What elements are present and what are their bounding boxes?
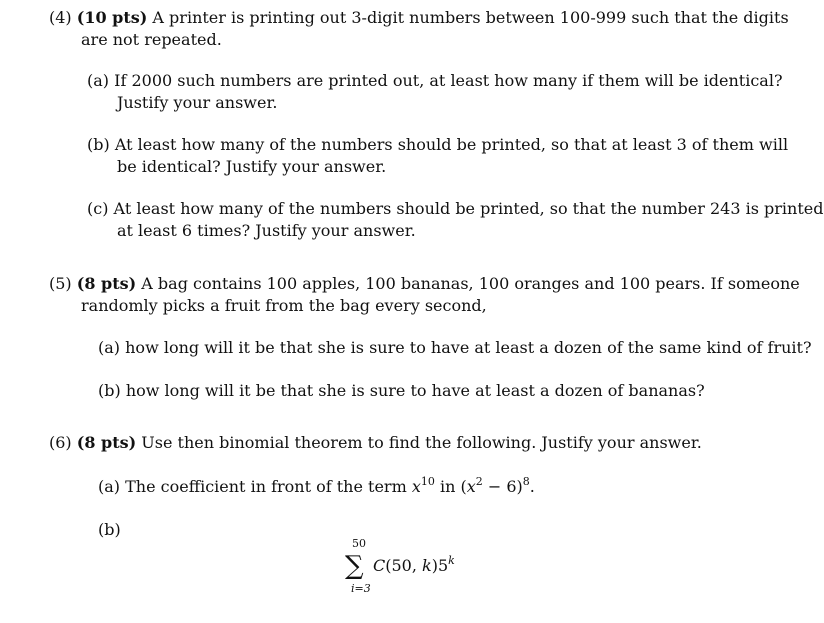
sum-expr-k: k <box>422 556 432 575</box>
sum-expr-args: (50, <box>385 556 423 575</box>
sum-upper-limit: 50 <box>352 537 366 550</box>
q5-text-1: A bag contains 100 apples, 100 bananas, 100 oranges and 100 pears. If someone <box>136 274 800 293</box>
q5b-line <box>98 381 705 401</box>
q6-points: (8 pts) <box>76 433 137 452</box>
q4b-text-1: At least how many of the numbers should be printed, so that at least 3 of them will <box>114 135 789 154</box>
q4c-line-1 <box>87 199 823 219</box>
q6a-text-mid: in ( <box>434 477 467 496</box>
q4-text-1: A printer is printing out 3-digit numbers between 100-999 such that the digits <box>147 8 789 27</box>
q6a-exp-2: 2 <box>475 475 483 488</box>
q4c-text-1: At least how many of the numbers should be printed, so that the number 243 is printed <box>113 199 824 218</box>
q6-number: (6) <box>49 433 72 452</box>
q6a-text-post: − 6) <box>482 477 523 496</box>
q6a-text-pre: The coefficient in front of the term <box>125 477 412 496</box>
q5-number: (5) <box>49 274 72 293</box>
q4a-line-2: Justify your answer. <box>117 93 278 112</box>
q4c-line-2: at least 6 times? Justify your answer. <box>117 221 416 240</box>
q6-line-1 <box>49 433 702 453</box>
q5a-line <box>98 338 812 358</box>
q5b-text: how long will it be that she is sure to have at least a dozen of bananas? <box>125 381 705 400</box>
q6a-var-x: x <box>411 477 421 496</box>
q4b-line-2: be identical? Justify your answer. <box>117 157 387 176</box>
q5-points: (8 pts) <box>76 274 137 293</box>
q5-line-1 <box>49 274 800 294</box>
q4-points: (10 pts) <box>76 8 148 27</box>
sigma-symbol: ∑ <box>345 551 364 581</box>
q6a-line <box>98 477 535 497</box>
q4a-line-1 <box>87 71 783 91</box>
q4b-label: (b) <box>87 135 110 154</box>
q6a-end: . <box>529 477 535 496</box>
sum-lower-limit: i=3 <box>351 582 371 595</box>
q6-text-1: Use then binomial theorem to find the following. Justify your answer. <box>136 433 702 452</box>
q4b-line-1 <box>87 135 788 155</box>
q4-line-1 <box>49 8 789 28</box>
q5-line-2: randomly picks a fruit from the bag every second, <box>81 296 487 315</box>
sum-expression <box>373 556 455 576</box>
q6a-exp-8: 8 <box>522 475 530 488</box>
q5a-text: how long will it be that she is sure to have at least a dozen of the same kind of fruit? <box>125 338 812 357</box>
q4-line-2: are not repeated. <box>81 30 222 49</box>
q6a-exp-10: 10 <box>420 475 435 488</box>
q4a-text-1: If 2000 such numbers are printed out, at least how many if them will be identical? <box>114 71 783 90</box>
sum-expr-close: )5 <box>431 556 449 575</box>
q4-number: (4) <box>49 8 72 27</box>
q6a-label: (a) <box>98 477 121 496</box>
q6a-var-x2: x <box>466 477 476 496</box>
q4c-label: (c) <box>87 199 109 218</box>
summation-formula <box>345 538 475 598</box>
sum-expr-exp: k <box>448 554 455 567</box>
q4a-label: (a) <box>87 71 110 90</box>
q5b-label: (b) <box>98 381 121 400</box>
sum-expr-c: C <box>373 556 386 575</box>
q6b-label: (b) <box>98 520 121 539</box>
q5a-label: (a) <box>98 338 121 357</box>
